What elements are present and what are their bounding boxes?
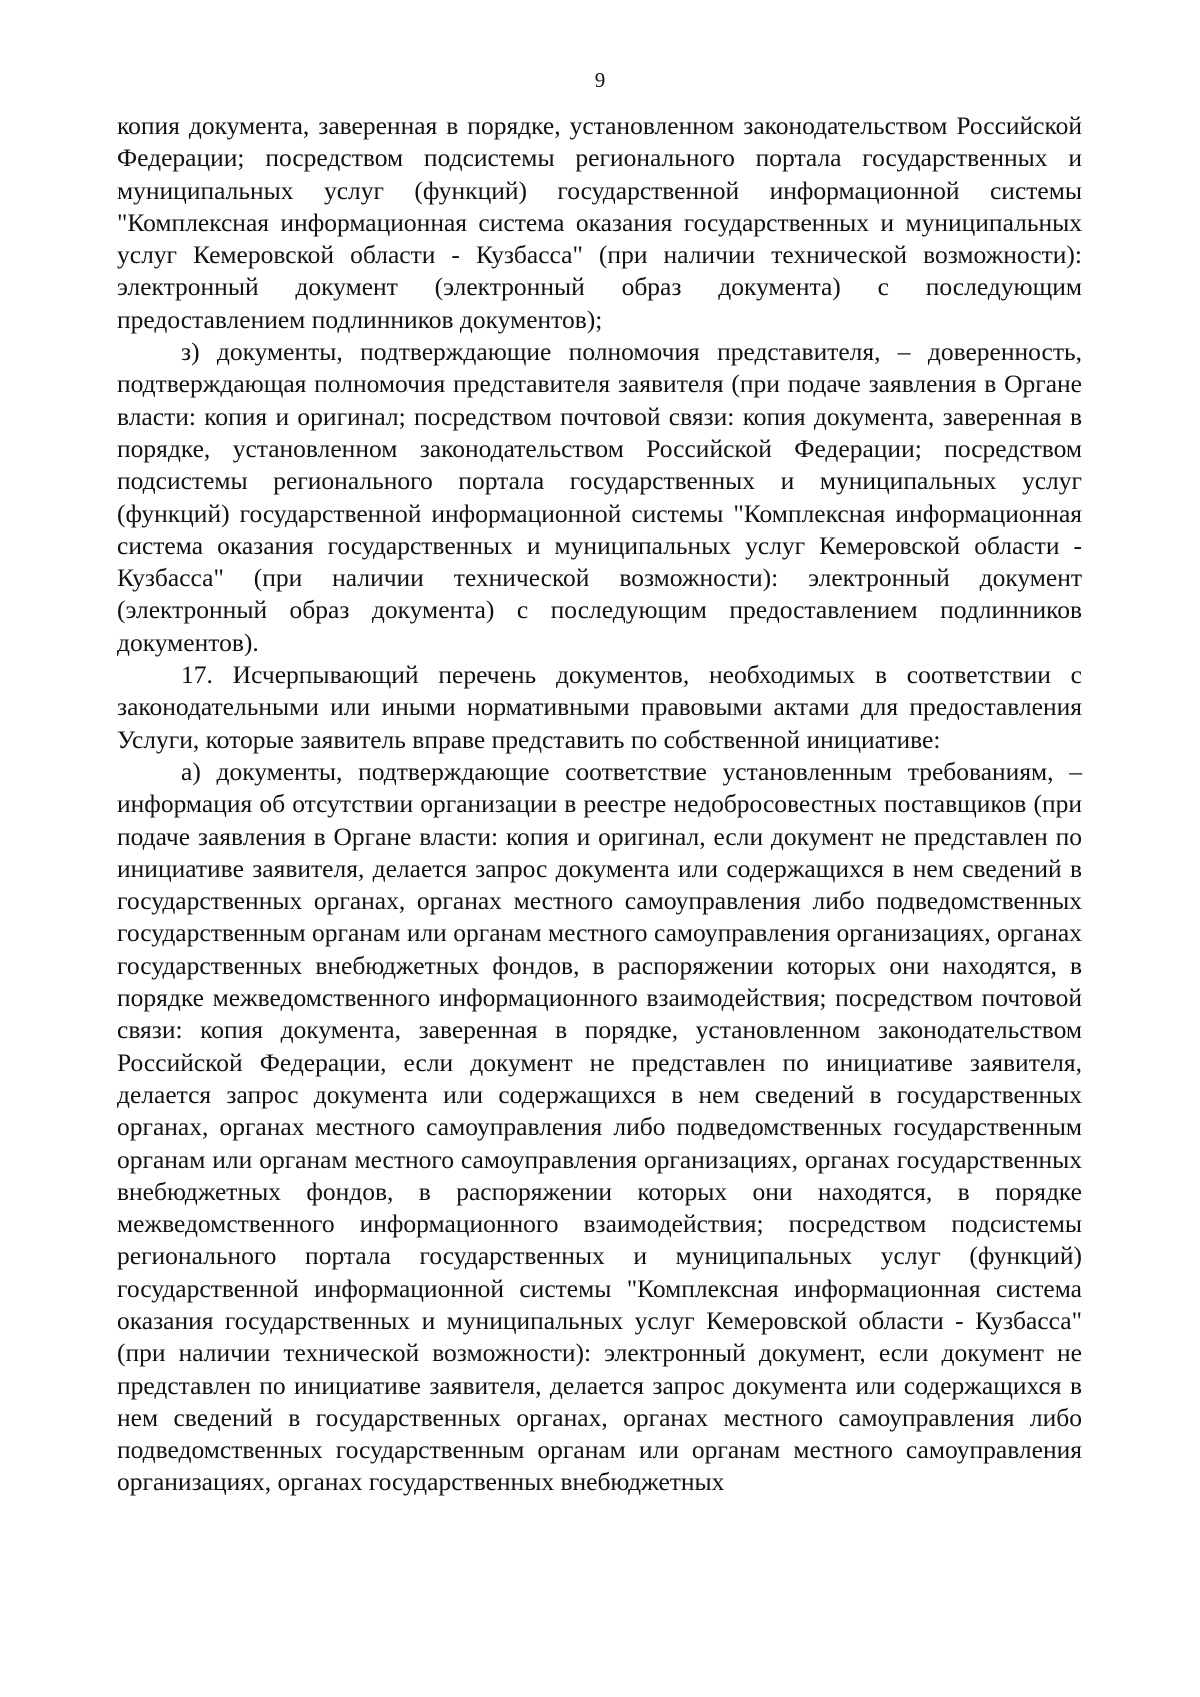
paragraph-item-z: з) документы, подтверждающие полномочия представителя, – доверенность, подтверждающая полномочия представителя заявителя (при подаче заявления в Органе власти: копия и оригинал; посредством почтовой связи: копия документа, заверенная в порядке, установленном законодательством Российской Федерации; посредством подсистемы регионального портала государственных и муниципальных услуг (функций) государственной информационной системы "Комплексная информационная система оказания государственных и муниципальных услуг Кемеровской области - Кузбасса" (при наличии технической возможности): электронный документ (электронный образ документа) с последующим предоставлением подлинников документов).	[117, 337, 1082, 657]
paragraph-continuation: копия документа, заверенная в порядке, установленном законодательством Российской Федерации; посредством подсистемы регионального портала государственных и муниципальных услуг (функций) государственной информационной системы "Комплексная информационная система оказания государственных и муниципальных услуг Кемеровской области - Кузбасса" (при наличии технической возможности): электронный документ (электронный образ документа) с последующим предоставлением подлинников документов);	[117, 111, 1082, 334]
page-number: 9	[594, 68, 606, 92]
document-body	[117, 110, 1082, 1499]
paragraph-item-a: а) документы, подтверждающие соответствие установленным требованиям, – информация об отсутствии организации в реестре недобросовестных поставщиков (при подаче заявления в Органе власти: копия и оригинал, если документ не представлен по инициативе заявителя, делается запрос документа или содержащихся в нем сведений в государственных органах, органах местного самоуправления либо подведомственных государственным органам или органам местного самоуправления организациях, органах государственных внебюджетных фондов, в распоряжении которых они находятся, в порядке межведомственного информационного взаимодействия; посредством почтовой связи: копия документа, заверенная в порядке, установленном законодательством Российской Федерации, если документ не представлен по инициативе заявителя, делается запрос документа или содержащихся в нем сведений в государственных органах, органах местного самоуправления либо подведомственных государственным органам или органам местного самоуправления организациях, органах государственных внебюджетных фондов, в распоряжении которых они находятся, в порядке межведомственного информационного взаимодействия; посредством подсистемы регионального портала государственных и муниципальных услуг (функций) государственной информационной системы "Комплексная информационная система оказания государственных и муниципальных услуг Кемеровской области - Кузбасса" (при наличии технической возможности): электронный документ, если документ не представлен по инициативе заявителя, делается запрос документа или содержащихся в нем сведений в государственных органах, органах местного самоуправления либо подведомственных государственным органам или органам местного самоуправления организациях, органах государственных внебюджетных	[117, 756, 1082, 1497]
paragraph-section-17: 17. Исчерпывающий перечень документов, необходимых в соответствии с законодательными или иными нормативными правовыми актами для предоставления Услуги, которые заявитель вправе представить по собственной инициативе:	[117, 660, 1082, 754]
